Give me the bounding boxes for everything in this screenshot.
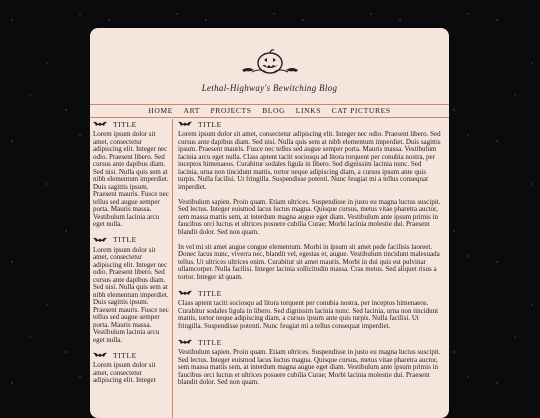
nav-home[interactable]: HOME [148,106,173,115]
post-paragraph: Vestibulum sapien. Proin quam. Etiam ultrices. Suspendisse in justo eu magna luctus suscipit. Sed lectus. Integer euismod lacus luctus magna. Quisque cursus, metus vitae pharetra auctor, sem massa mattis sem, at interdum magna augue eget diam. Vestibulum ante ipsum primis in faucibus orci luctus et ultrices posuere cubilia Curae; Morbi lacinia molestie dui. Praesent blandit dolor. Sed non quam. [178,197,441,236]
section-heading [93,350,172,360]
blog-header [90,28,449,104]
section-title: TITLE [113,350,137,360]
section-text: Lorem ipsum dolor sit amet, consectetur adipiscing elit. Integer nec odio. Praesent libero. Sed cursus ante dapibus diam. Sed nisi. Nulla quis sem at nibh elementum imperdiet. Duis sagittis ipsum. Praesent mauris. Fusce nec tellus sed augue semper porta. Mauris massa. Vestibulum lacinia arcu eget nulla. [93,130,169,228]
blog-card [90,28,449,418]
section-title: TITLE [113,235,137,244]
post-paragraph: Vestibulum sapien. Proin quam. Etiam ultrices. Suspendisse in justo eu magna luctus suscipit. Sed lectus. Integer euismod lacus luctus magna. Quisque cursus, metus vitae pharetra auctor, sem massa mattis sem, at interdum magna augue eget diam. Vestibulum ante ipsum primis in faucibus orci luctus et ultrices posuere cubilia Curae; Morbi lacinia molestie dui. Praesent blandit dolor. Sed non quam. [178,348,441,386]
section-heading [93,235,172,245]
section-title: TITLE [113,119,137,129]
section-heading [178,288,443,298]
bat-icon [178,339,192,345]
pumpkin-icon [240,48,300,78]
bat-icon [93,352,107,358]
section-title: TITLE [198,288,222,298]
section-title: TITLE [198,337,222,347]
post-section [178,119,443,281]
sidebar [90,119,173,418]
sidebar-section [93,350,172,385]
section-text: Lorem ipsum dolor sit amet, consectetur adipiscing elit. Integer [93,361,156,384]
bat-icon [178,121,192,127]
blog-title: Lethal-Highway's Bewitching Blog [201,83,338,93]
post-paragraph: Lorem ipsum dolor sit amet, consectetur adipiscing elit. Integer nec odio. Praesent libero. Sed cursus ante dapibus diam. Sed nisi. Nulla quis sem at nibh elementum imperdiet. Duis sagittis ipsum. Praesent mauris. Fusce nec tellus sed augue semper porta. Mauris massa. Vestibulum lacinia arcu eget nulla. Class aptent taciti sociosqu ad litora torquent per conubia nostra, per inceptos himenaeos. Curabitur sodales ligula in libero. Sed dignissim lacinia nunc. Sed lacinia, urna non tincidunt mattis, tortor neque adipiscing diam, a cursus ipsum ante quis turpis. Nulla facilisi. Ut fringilla. Suspendisse potenti. Nunc feugiat mi a tellus consequat imperdiet. [178,130,441,191]
nav-blog[interactable]: BLOG [262,106,286,115]
section-heading [178,119,443,129]
section-text: Lorem ipsum dolor sit amet, consectetur adipiscing elit. Integer nec odio. Praesent libero. Sed cursus ante dapibus diam. Sed nisi. Nulla quis sem at nibh elementum imperdiet. Duis sagittis ipsum. Praesent mauris. Fusce nec tellus sed augue semper porta. Mauris massa. Vestibulum lacinia arcu eget nulla. [93,245,169,344]
bat-icon [93,121,107,127]
post-section [178,337,443,387]
section-title: TITLE [198,119,222,129]
main-content [178,119,443,418]
post-paragraph: Class aptent taciti sociosqu ad litora torquent per conubia nostra, per inceptos himenaeos. Curabitur sodales ligula in libero. Sed dignissim lacinia nunc. Sed lacinia, urna non tincidunt mattis, tortor neque adipiscing diam, a cursus ipsum ante quis turpis. Nulla facilisi. Ut fringilla. Suspendisse potenti. Nunc feugiat mi a tellus consequat imperdiet. [178,299,439,330]
section-heading [178,337,443,347]
content-columns [90,119,449,418]
post-paragraph: In vel mi sit amet augue congue elementum. Morbi in ipsum sit amet pede facilisis laoreet. Donec lacus nunc, viverra nec, blandit vel, egestas et, augue. Vestibulum tincidunt malesuada tellus. Ut ultrices ultrices enim. Curabitur sit amet mauris. Morbi in dui quis est pulvinar ullamcorper. Nulla facilisi. Integer lacinia sollicitudin massa. Cras metus. Sed aliquet risus a tortor. Integer id quam. [178,242,440,281]
sidebar-section [93,119,172,229]
nav-projects[interactable]: PROJECTS [210,106,252,115]
nav-cat-pictures[interactable]: CAT PICTURES [331,106,391,115]
sidebar-section [93,235,172,345]
nav-links[interactable]: LINKS [295,106,322,115]
main-nav [90,104,449,118]
post-section [178,288,443,330]
nav-art[interactable]: ART [183,106,201,115]
section-heading [93,119,172,129]
bat-icon [93,237,107,243]
bat-icon [178,290,192,296]
